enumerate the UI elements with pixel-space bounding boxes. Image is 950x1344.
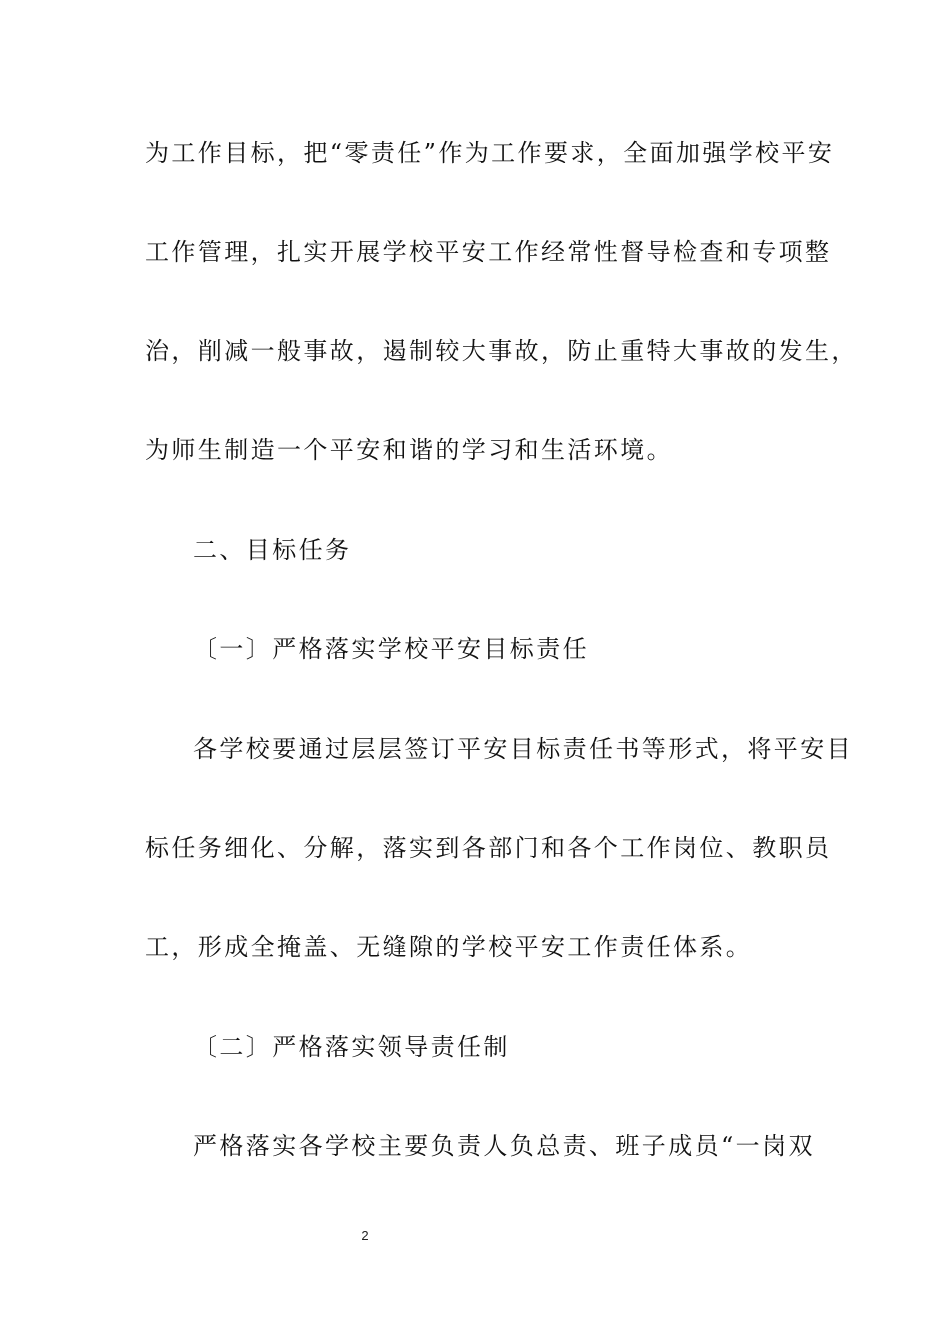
subsection-heading: 〔二〕严格落实领导责任制 bbox=[193, 1033, 510, 1061]
body-text-line: 严格落实各学校主要负责人负总责、班子成员“一岗双 bbox=[193, 1132, 815, 1160]
subsection-heading: 〔一〕严格落实学校平安目标责任 bbox=[193, 635, 589, 663]
section-heading: 二、目标任务 bbox=[193, 536, 352, 564]
body-text-line: 标任务细化、分解，落实到各部门和各个工作岗位、教职员 bbox=[145, 834, 832, 862]
body-text-line: 工，形成全掩盖、无缝隙的学校平安工作责任体系。 bbox=[145, 933, 753, 961]
body-text-line: 为师生制造一个平安和谐的学习和生活环境。 bbox=[145, 436, 673, 464]
page-number: 2 bbox=[361, 1228, 369, 1243]
body-text-line: 各学校要通过层层签订平安目标责任书等形式，将平安目 bbox=[193, 735, 853, 763]
body-text-line: 为工作目标，把“零责任”作为工作要求，全面加强学校平安 bbox=[145, 139, 835, 167]
body-text-line: 治，削减一般事故，遏制较大事故，防止重特大事故的发生， bbox=[145, 337, 858, 365]
body-text-line: 工作管理，扎实开展学校平安工作经常性督导检查和专项整 bbox=[145, 238, 832, 266]
